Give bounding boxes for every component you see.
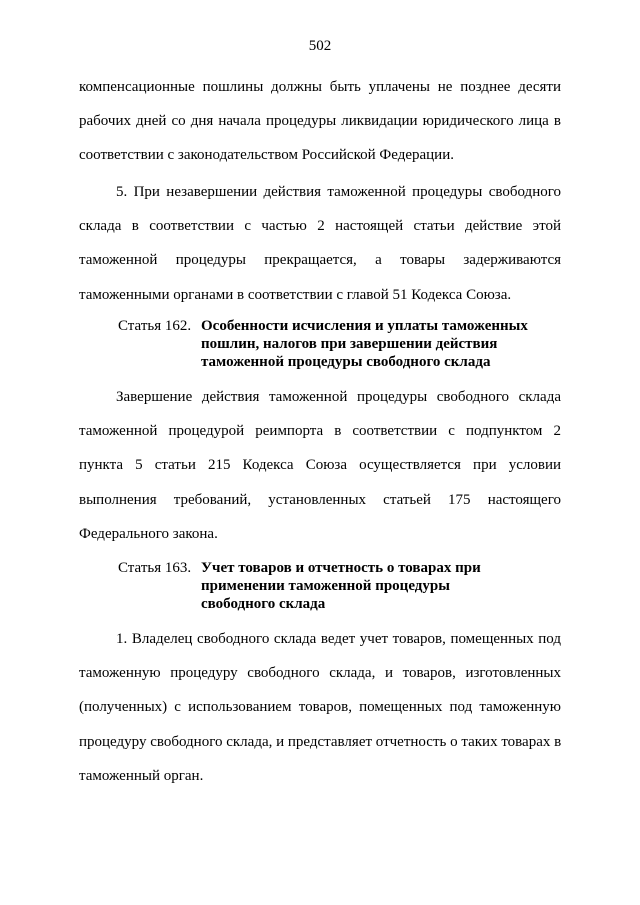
text-line: таможенный орган. bbox=[79, 767, 204, 784]
text-line: таможенную процедуру свободного склада, и товаров, изготовленных bbox=[79, 665, 561, 682]
text-line: таможенной процедуры прекращается, а товары задерживаются bbox=[79, 252, 561, 269]
article-title-line: Особенности исчисления и уплаты таможенных bbox=[201, 318, 528, 334]
text-line: пункта 5 статьи 215 Кодекса Союза осуществляется при условии bbox=[79, 457, 561, 474]
text-line: выполнения требований, установленных статьей 175 настоящего bbox=[79, 491, 561, 508]
article-label: Статья 162. bbox=[118, 318, 192, 334]
text-line: Завершение действия таможенной процедуры свободного склада bbox=[116, 389, 561, 405]
text-line: таможенной процедурой реимпорта в соответствии с подпунктом 2 bbox=[79, 423, 561, 440]
text-line: компенсационные пошлины должны быть уплачены не позднее десяти bbox=[79, 79, 561, 95]
article-title-line: таможенной процедуры свободного склада bbox=[201, 354, 491, 370]
text-line: (полученных) с использованием товаров, помещенных под таможенную bbox=[79, 699, 561, 716]
article-title-line: пошлин, налогов при завершении действия bbox=[201, 336, 498, 352]
text-line: склада в соответствии с частью 2 настоящей статьи действие этой bbox=[79, 218, 561, 235]
article-label: Статья 163. bbox=[118, 560, 192, 576]
article-title-line: Учет товаров и отчетность о товарах при bbox=[201, 560, 481, 576]
text-line: 5. При незавершении действия таможенной процедуры свободного bbox=[116, 184, 561, 200]
article-163-heading bbox=[118, 559, 558, 613]
text-line: Федерального закона. bbox=[79, 525, 218, 542]
page-number: 502 bbox=[308, 38, 332, 54]
paragraph-continuation bbox=[79, 70, 561, 173]
article-title-line: применении таможенной процедуры bbox=[201, 578, 450, 594]
article-title bbox=[201, 317, 551, 371]
article-title bbox=[201, 559, 551, 613]
text-line: соответствии с законодательством Российской Федерации. bbox=[79, 147, 454, 164]
text-line: таможенными органами в соответствии с главой 51 Кодекса Союза. bbox=[79, 286, 512, 303]
article-title-line: свободного склада bbox=[201, 596, 326, 612]
paragraph-item-1 bbox=[79, 622, 561, 793]
article-162-heading bbox=[118, 317, 558, 371]
paragraph-item-5 bbox=[79, 175, 561, 312]
paragraph-article-162 bbox=[79, 380, 561, 551]
text-line: рабочих дней со дня начала процедуры ликвидации юридического лица в bbox=[79, 113, 561, 130]
text-line: 1. Владелец свободного склада ведет учет товаров, помещенных под bbox=[116, 631, 561, 647]
text-line: процедуру свободного склада, и представляет отчетность о таких товарах в bbox=[79, 733, 562, 750]
